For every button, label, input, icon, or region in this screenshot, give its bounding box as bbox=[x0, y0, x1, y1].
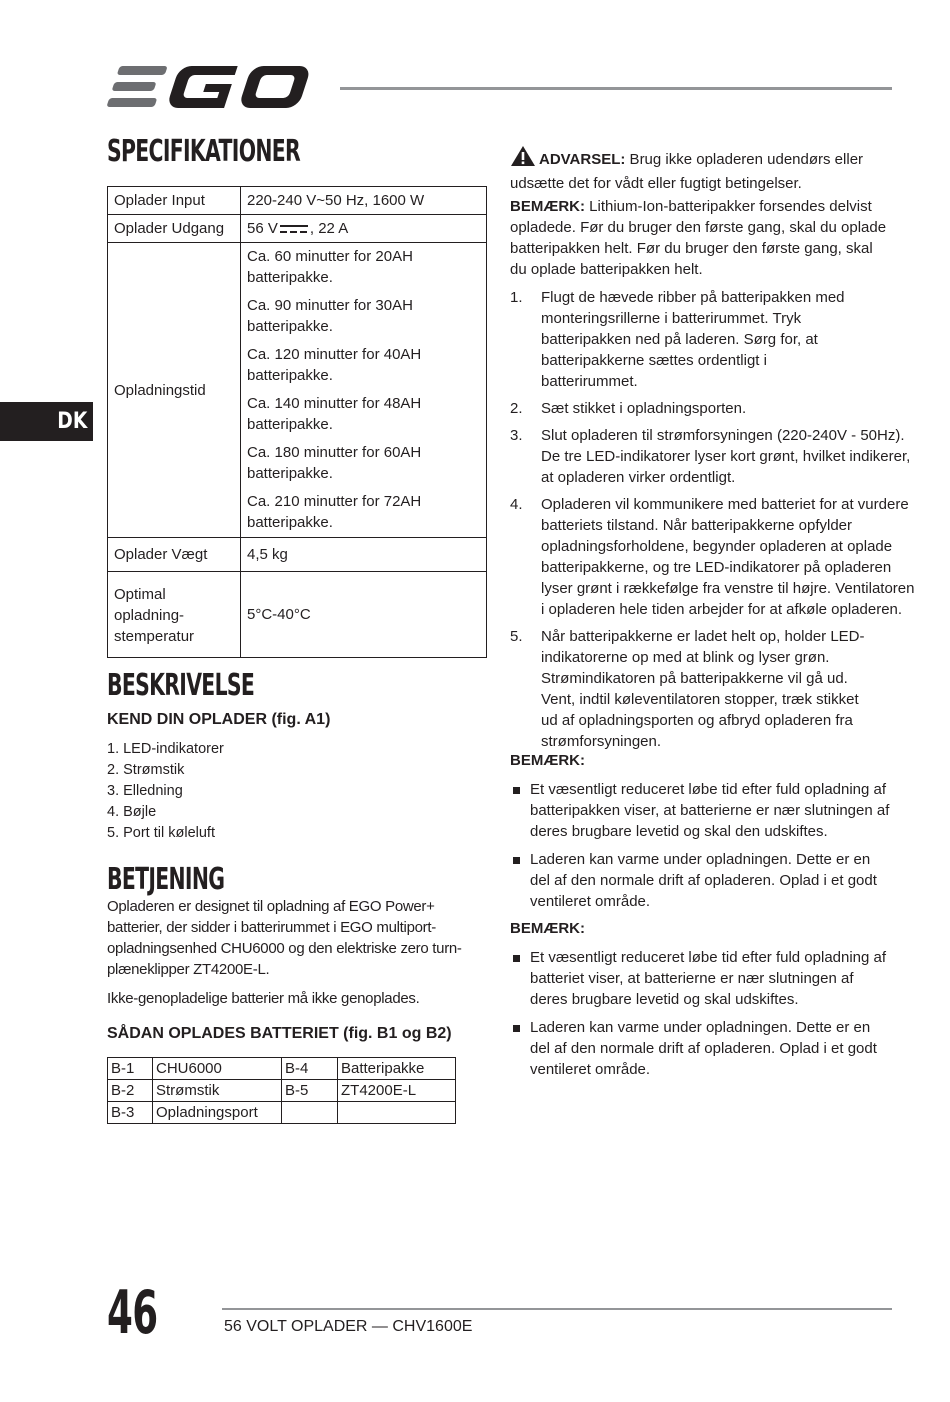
step-number: 4. bbox=[510, 496, 523, 513]
ref-code: B-2 bbox=[108, 1080, 153, 1102]
table-row bbox=[108, 1080, 456, 1102]
table-row bbox=[108, 243, 487, 538]
spec-charge-values bbox=[241, 243, 487, 538]
charge-subheading: SÅDAN OPLADES BATTERIET (fig. B1 og B2) bbox=[107, 1025, 452, 1042]
op-paragraph-2: Ikke-genopladelige batterier må ikke genoplades. bbox=[107, 990, 420, 1007]
ref-code: B-5 bbox=[282, 1080, 338, 1102]
list-item: 5. Port til køleluft bbox=[107, 825, 215, 841]
note3-list bbox=[510, 947, 892, 1087]
spec-weight-value: 4,5 kg bbox=[241, 538, 487, 572]
ego-logo bbox=[107, 62, 319, 112]
ref-label bbox=[338, 1102, 456, 1124]
bullet-icon bbox=[513, 857, 520, 864]
output-current: , 22 A bbox=[309, 220, 349, 237]
step-number: 5. bbox=[510, 628, 523, 645]
ref-code: B-3 bbox=[108, 1102, 153, 1124]
warning-block bbox=[510, 145, 892, 194]
table-row bbox=[108, 187, 487, 215]
list-item bbox=[510, 947, 892, 1010]
temp-label-line: opladning- bbox=[114, 607, 185, 624]
list-item bbox=[510, 287, 866, 392]
step-text: Når batteripakkerne er ladet helt op, holder LED-indikatorerne op med at blink og lyser grøn. Strømindikatoren på batteripakkerne vil gå ud. Vent, indtil køleventilatoren stopper, træk stikket ud af opladningsporten og afbryd opladeren fra strømforsyningen. bbox=[541, 628, 865, 750]
step-text: Slut opladeren til strømforsyningen (220-240V - 50Hz). De tre LED-indikatorer lyser kort grønt, hvilket indikerer, at opladeren virker ordentligt. bbox=[541, 427, 911, 486]
desc-list bbox=[107, 739, 224, 844]
ref-label: CHU6000 bbox=[153, 1058, 282, 1080]
spec-temp-value: 5°C-40°C bbox=[241, 572, 487, 658]
table-row bbox=[108, 1058, 456, 1080]
list-item bbox=[510, 849, 892, 912]
list-item bbox=[510, 1017, 892, 1080]
spec-output-value bbox=[241, 215, 487, 243]
list-item: 4. Bøjle bbox=[107, 804, 157, 820]
charge-value: Ca. 140 minutter for 48AH batteripakke. bbox=[247, 395, 422, 433]
op-heading: BETJENING bbox=[107, 862, 225, 897]
bullet-icon bbox=[513, 787, 520, 794]
step-text: Sæt stikket i opladningsporten. bbox=[541, 400, 747, 417]
list-item: 1. LED-indikatorer bbox=[107, 741, 224, 757]
list-item bbox=[510, 398, 866, 419]
note-text: Et væsentligt reduceret løbe tid efter fuld opladning af batteripakken viser, at batterierne er nær slutningen af deres brugbare levetid og skal den udskiftes. bbox=[530, 781, 890, 840]
warning-label: ADVARSEL: bbox=[539, 151, 626, 168]
step-text: Flugt de hævede ribber på batteripakken med monteringsrillerne i batterirummet. Tryk batteripakken ned på laderen. Sørg for, at batteripakkerne sættes ordentligt i batterirummet. bbox=[541, 289, 845, 390]
temp-label-line: stemperatur bbox=[114, 628, 195, 645]
spec-input-label: Oplader Input bbox=[108, 187, 241, 215]
ref-label: Opladningsport bbox=[153, 1102, 282, 1124]
step-number: 2. bbox=[510, 400, 523, 417]
spec-table bbox=[107, 186, 487, 658]
spec-heading: SPECIFIKATIONER bbox=[107, 134, 301, 169]
charge-value: Ca. 180 minutter for 60AH batteripakke. bbox=[247, 444, 422, 482]
warning-text: Brug ikke opladeren udendørs eller udsætte det for vådt eller fugtigt betingelser. bbox=[510, 151, 864, 192]
table-row bbox=[108, 1102, 456, 1124]
doc-title: 56 VOLT OPLADER — CHV1600E bbox=[224, 1318, 473, 1335]
note-text: Laderen kan varme under opladningen. Dette er en del af den normale drift af opladeren. Oplad i et godt ventileret område. bbox=[530, 851, 877, 910]
charge-value: Ca. 90 minutter for 30AH batteripakke. bbox=[247, 297, 413, 335]
note1-label: BEMÆRK: bbox=[510, 198, 585, 215]
op-paragraph-1: Opladeren er designet til opladning af EGO Power+ batterier, der sidder i batterirummet i EGO multiport-opladningsenhed CHU6000 og den elektriske zero turn-plæneklipper ZT4200E-L. bbox=[107, 898, 462, 978]
table-row bbox=[108, 538, 487, 572]
charge-value: Ca. 210 minutter for 72AH batteripakke. bbox=[247, 493, 422, 531]
header-rule bbox=[340, 87, 892, 90]
note-text: Et væsentligt reduceret løbe tid efter fuld opladning af batteriet viser, at batterierne er nær slutningen af deres brugbare levetid og skal udskiftes. bbox=[530, 949, 887, 1008]
note2-list bbox=[510, 779, 892, 919]
bullet-icon bbox=[513, 955, 520, 962]
table-row bbox=[108, 572, 487, 658]
output-voltage: 56 V bbox=[247, 220, 278, 237]
spec-weight-label: Oplader Vægt bbox=[108, 538, 241, 572]
charge-value: Ca. 60 minutter for 20AH batteripakke. bbox=[247, 248, 413, 286]
note1-text: Lithium-Ion-batteripakker forsendes delvist opladede. Før du bruger den første gang, skal du oplade batteripakken helt. Før du bruger den første gang, skal du oplade batteripakken helt. bbox=[510, 198, 887, 278]
temp-label-line: Optimal bbox=[114, 586, 166, 603]
ref-label: Batteripakke bbox=[338, 1058, 456, 1080]
list-item bbox=[510, 425, 921, 488]
list-item bbox=[510, 626, 866, 752]
ref-code bbox=[282, 1102, 338, 1124]
footer-rule bbox=[222, 1308, 892, 1310]
page-number: 46 bbox=[107, 1278, 158, 1348]
bullet-icon bbox=[513, 1025, 520, 1032]
language-tab bbox=[0, 402, 93, 441]
spec-temp-label bbox=[108, 572, 241, 658]
reference-table bbox=[107, 1057, 456, 1124]
language-tab-label: DK bbox=[56, 409, 87, 434]
step-number: 3. bbox=[510, 427, 523, 444]
list-item: 2. Strømstik bbox=[107, 762, 185, 778]
desc-subheading: KEND DIN OPLADER (fig. A1) bbox=[107, 711, 331, 728]
table-row bbox=[108, 215, 487, 243]
step-number: 1. bbox=[510, 289, 523, 306]
ref-code: B-4 bbox=[282, 1058, 338, 1080]
dc-symbol-icon bbox=[280, 224, 308, 234]
note3-label: BEMÆRK: bbox=[510, 920, 585, 937]
note1-block bbox=[510, 196, 892, 280]
note-text: Laderen kan varme under opladningen. Dette er en del af den normale drift af opladeren. Oplad i et godt ventileret område. bbox=[530, 1019, 877, 1078]
ref-label: ZT4200E-L bbox=[338, 1080, 456, 1102]
charge-value: Ca. 120 minutter for 40AH batteripakke. bbox=[247, 346, 422, 384]
spec-charge-label: Opladningstid bbox=[108, 243, 241, 538]
spec-input-value: 220-240 V~50 Hz, 1600 W bbox=[241, 187, 487, 215]
list-item bbox=[510, 494, 921, 620]
warning-icon bbox=[510, 145, 536, 173]
list-item bbox=[510, 779, 892, 842]
step-text: Opladeren vil kommunikere med batteriet for at vurdere batteriets tilstand. Når batteripakkerne opfylder opladningsforholdene, begynder opladeren at oplade batteripakkerne, og tre LED-indikatorer på opladeren lyser grønt i rækkefølge fra venstre til højre. Ventilatoren i opladeren hele tiden arbejder for at afkøle opladeren. bbox=[541, 496, 915, 618]
ref-code: B-1 bbox=[108, 1058, 153, 1080]
desc-heading: BESKRIVELSE bbox=[107, 668, 255, 703]
ref-label: Strømstik bbox=[153, 1080, 282, 1102]
note2-label: BEMÆRK: bbox=[510, 752, 585, 769]
spec-output-label: Oplader Udgang bbox=[108, 215, 241, 243]
list-item: 3. Elledning bbox=[107, 783, 183, 799]
charge-steps bbox=[510, 287, 915, 758]
ego-logo-graphic bbox=[107, 62, 319, 112]
